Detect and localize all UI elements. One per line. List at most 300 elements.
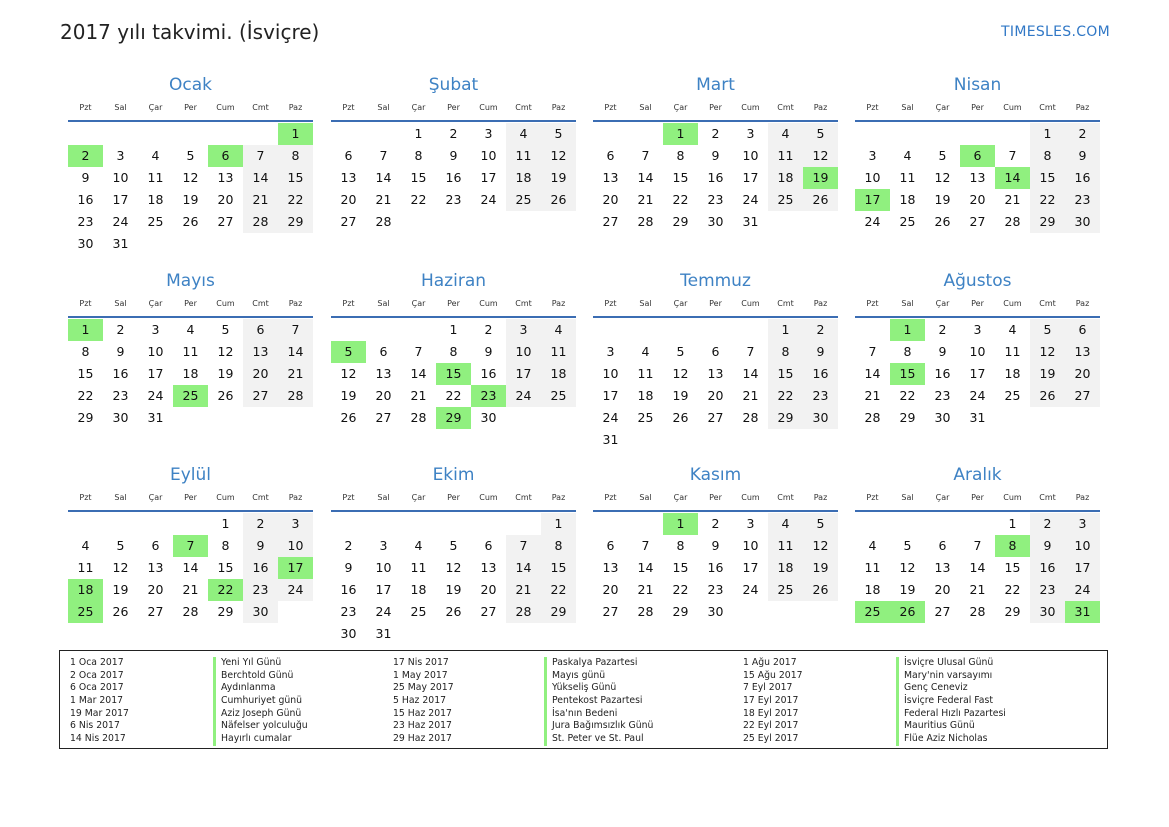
weekday-label: Sal	[114, 493, 127, 502]
empty-cell	[698, 319, 733, 341]
holiday-day-cell: 23	[471, 385, 506, 407]
weekday-header	[331, 493, 576, 506]
day-cell: 26	[803, 579, 838, 601]
weekday-label: Sal	[901, 299, 914, 308]
day-cell: 17	[375, 582, 392, 597]
header-rule	[855, 510, 1100, 512]
weekday-label: Çar	[673, 103, 688, 112]
day-cell: 21	[1004, 192, 1021, 207]
day-cell: 24	[742, 582, 759, 597]
holiday-date-column	[743, 657, 803, 746]
day-cell: 21	[864, 388, 881, 403]
day-cell: 1	[449, 322, 458, 337]
weekday-label: Per	[709, 299, 722, 308]
holiday-name: Mauritius Günü	[896, 720, 1006, 733]
day-cell: 7	[1008, 148, 1017, 163]
empty-cell	[401, 319, 436, 341]
month-block	[68, 462, 313, 623]
day-cell: 27	[375, 410, 392, 425]
weekday-label: Paz	[288, 103, 303, 112]
day-cell: 31	[742, 214, 759, 229]
day-cell: 26	[445, 604, 462, 619]
day-cell: 15	[410, 170, 427, 185]
day-cell: 5	[803, 123, 838, 145]
day-cell: 6	[938, 538, 947, 553]
holiday-name: Jura Bağımsızlık Günü	[544, 720, 653, 733]
holiday-name-column	[896, 657, 1006, 746]
weekday-label: Cum	[1003, 299, 1022, 308]
weekday-header	[855, 493, 1100, 506]
day-cell: 28	[864, 410, 881, 425]
month-block	[855, 268, 1100, 429]
day-cell: 30	[803, 407, 838, 429]
day-cell: 9	[243, 535, 278, 557]
day-cell: 2	[711, 126, 720, 141]
weekday-label: Sal	[639, 299, 652, 308]
day-cell: 18	[864, 582, 881, 597]
holiday-day-cell: 1	[663, 123, 698, 145]
day-cell: 9	[1030, 535, 1065, 557]
holiday-name: Mayıs günü	[544, 670, 653, 683]
weekday-label: Pzt	[866, 103, 879, 112]
weekday-label: Çar	[148, 103, 163, 112]
day-cell: 17	[147, 366, 164, 381]
day-cell: 24	[1065, 579, 1100, 601]
empty-cell	[628, 319, 663, 341]
day-grid	[331, 123, 576, 233]
header-rule	[331, 120, 576, 122]
weekday-label: Sal	[901, 103, 914, 112]
weekday-label: Pzt	[342, 493, 355, 502]
day-cell: 10	[602, 366, 619, 381]
day-cell: 22	[445, 388, 462, 403]
day-cell: 3	[379, 538, 388, 553]
day-cell: 23	[1030, 579, 1065, 601]
day-cell: 23	[707, 582, 724, 597]
day-cell: 23	[243, 579, 278, 601]
holiday-day-cell: 7	[173, 535, 208, 557]
day-cell: 13	[707, 366, 724, 381]
day-cell: 9	[116, 344, 125, 359]
weekday-label: Çar	[148, 493, 163, 502]
day-cell: 15	[217, 560, 234, 575]
month-block	[331, 72, 576, 233]
day-cell: 18	[410, 582, 427, 597]
weekday-label: Paz	[551, 299, 566, 308]
weekday-label: Paz	[551, 103, 566, 112]
day-cell: 21	[375, 192, 392, 207]
holiday-date: 7 Eyl 2017	[743, 682, 793, 694]
day-cell: 31	[969, 410, 986, 425]
holiday-name-column	[213, 657, 308, 746]
day-cell: 17	[602, 388, 619, 403]
day-cell: 29	[278, 211, 313, 233]
day-cell: 8	[414, 148, 423, 163]
day-cell: 19	[899, 582, 916, 597]
day-cell: 1	[1030, 123, 1065, 145]
day-cell: 17	[112, 192, 129, 207]
day-cell: 12	[899, 560, 916, 575]
day-cell: 31	[147, 410, 164, 425]
weekday-label: Çar	[935, 493, 950, 502]
day-cell: 26	[340, 410, 357, 425]
day-cell: 5	[449, 538, 458, 553]
empty-cell	[960, 513, 995, 535]
holiday-name: Näfelser yolculuğu	[213, 720, 308, 733]
day-cell: 19	[541, 167, 576, 189]
day-cell: 27	[217, 214, 234, 229]
day-cell: 14	[506, 557, 541, 579]
day-cell: 30	[112, 410, 129, 425]
day-cell: 11	[147, 170, 164, 185]
day-cell: 5	[938, 148, 947, 163]
day-cell: 13	[217, 170, 234, 185]
holiday-day-cell: 26	[890, 601, 925, 623]
holiday-day-cell: 1	[663, 513, 698, 535]
day-cell: 21	[410, 388, 427, 403]
day-cell: 16	[707, 170, 724, 185]
day-cell: 7	[868, 344, 877, 359]
day-cell: 18	[899, 192, 916, 207]
day-cell: 11	[768, 535, 803, 557]
holiday-name: Berchtold Günü	[213, 670, 308, 683]
day-cell: 21	[243, 189, 278, 211]
day-cell: 17	[969, 366, 986, 381]
weekday-header	[593, 299, 838, 312]
day-cell: 13	[480, 560, 497, 575]
day-cell: 17	[742, 170, 759, 185]
weekday-label: Paz	[813, 299, 828, 308]
weekday-label: Per	[447, 493, 460, 502]
empty-cell	[628, 123, 663, 145]
day-cell: 22	[899, 388, 916, 403]
day-cell: 7	[641, 148, 650, 163]
day-cell: 2	[803, 319, 838, 341]
day-cell: 5	[676, 344, 685, 359]
day-cell: 27	[340, 214, 357, 229]
day-cell: 19	[112, 582, 129, 597]
empty-cell	[855, 123, 890, 145]
empty-cell	[366, 319, 401, 341]
day-cell: 20	[375, 388, 392, 403]
holiday-name: Pentekost Pazartesi	[544, 695, 653, 708]
day-cell: 4	[868, 538, 877, 553]
holiday-day-cell: 6	[960, 145, 995, 167]
holiday-name: Genç Ceneviz	[896, 682, 1006, 695]
holiday-day-cell: 18	[68, 579, 103, 601]
day-cell: 11	[541, 341, 576, 363]
day-cell: 16	[77, 192, 94, 207]
month-block	[855, 462, 1100, 623]
day-cell: 16	[707, 560, 724, 575]
empty-cell	[628, 513, 663, 535]
empty-cell	[890, 513, 925, 535]
day-grid	[68, 123, 313, 255]
holiday-name: Paskalya Pazartesi	[544, 657, 653, 670]
day-cell: 11	[506, 145, 541, 167]
holiday-list	[59, 650, 1108, 749]
day-cell: 14	[864, 366, 881, 381]
day-cell: 3	[278, 513, 313, 535]
month-name: Mart	[696, 75, 735, 95]
day-cell: 14	[410, 366, 427, 381]
day-cell: 4	[151, 148, 160, 163]
day-cell: 28	[637, 604, 654, 619]
day-cell: 4	[414, 538, 423, 553]
holiday-date: 15 Ağu 2017	[743, 669, 803, 681]
day-cell: 14	[637, 560, 654, 575]
day-cell: 21	[278, 363, 313, 385]
month-name: Aralık	[953, 465, 1002, 485]
weekday-label: Per	[971, 493, 984, 502]
day-cell: 23	[934, 388, 951, 403]
day-cell: 30	[1065, 211, 1100, 233]
day-cell: 17	[480, 170, 497, 185]
holiday-day-cell: 25	[855, 601, 890, 623]
empty-cell	[366, 123, 401, 145]
day-grid	[68, 319, 313, 429]
day-cell: 16	[1030, 557, 1065, 579]
month-name: Eylül	[169, 465, 212, 485]
day-cell: 28	[969, 604, 986, 619]
day-cell: 9	[711, 148, 720, 163]
day-cell: 22	[768, 385, 803, 407]
day-cell: 15	[541, 557, 576, 579]
holiday-name: Aziz Joseph Günü	[213, 708, 308, 721]
day-cell: 18	[768, 557, 803, 579]
day-cell: 31	[602, 432, 619, 447]
day-cell: 26	[541, 189, 576, 211]
holiday-name: Yeni Yıl Günü	[213, 657, 308, 670]
day-cell: 9	[938, 344, 947, 359]
day-cell: 26	[182, 214, 199, 229]
day-cell: 7	[278, 319, 313, 341]
weekday-label: Cmt	[252, 299, 269, 308]
day-cell: 27	[1065, 385, 1100, 407]
day-cell: 29	[1030, 211, 1065, 233]
day-cell: 30	[707, 214, 724, 229]
weekday-label: Sal	[639, 493, 652, 502]
weekday-header	[68, 103, 313, 116]
day-cell: 26	[217, 388, 234, 403]
day-cell: 8	[278, 145, 313, 167]
header-rule	[68, 316, 313, 318]
day-cell: 7	[746, 344, 755, 359]
holiday-name: Flüe Aziz Nicholas	[896, 733, 1006, 746]
weekday-header	[68, 493, 313, 506]
day-cell: 28	[637, 214, 654, 229]
day-grid	[593, 319, 838, 451]
weekday-header	[68, 299, 313, 312]
day-cell: 20	[602, 582, 619, 597]
day-cell: 15	[278, 167, 313, 189]
day-cell: 10	[1065, 535, 1100, 557]
weekday-label: Pzt	[79, 493, 92, 502]
day-cell: 29	[217, 604, 234, 619]
day-cell: 10	[480, 148, 497, 163]
day-cell: 12	[803, 535, 838, 557]
holiday-day-cell: 19	[803, 167, 838, 189]
weekday-label: Cmt	[777, 299, 794, 308]
day-cell: 19	[340, 388, 357, 403]
day-cell: 27	[480, 604, 497, 619]
day-cell: 16	[445, 170, 462, 185]
day-cell: 11	[864, 560, 881, 575]
weekday-label: Per	[709, 103, 722, 112]
weekday-label: Pzt	[604, 299, 617, 308]
holiday-date: 15 Haz 2017	[393, 707, 452, 719]
holiday-name: İsa'nın Bedeni	[544, 708, 653, 721]
empty-cell	[68, 513, 103, 535]
holiday-day-cell: 31	[1065, 601, 1100, 623]
day-cell: 22	[1004, 582, 1021, 597]
day-cell: 13	[243, 341, 278, 363]
brand-link[interactable]: TIMESLES.COM	[1001, 24, 1110, 40]
day-cell: 8	[903, 344, 912, 359]
day-cell: 2	[116, 322, 125, 337]
holiday-day-cell: 15	[436, 363, 471, 385]
day-cell: 11	[637, 366, 654, 381]
day-cell: 24	[375, 604, 392, 619]
day-cell: 12	[934, 170, 951, 185]
holiday-day-cell: 29	[436, 407, 471, 429]
day-cell: 20	[1065, 363, 1100, 385]
day-cell: 4	[541, 319, 576, 341]
weekday-label: Paz	[288, 299, 303, 308]
holiday-name: İsviçre Ulusal Günü	[896, 657, 1006, 670]
month-block	[593, 268, 838, 451]
weekday-header	[855, 299, 1100, 312]
day-cell: 18	[506, 167, 541, 189]
holiday-date: 1 Oca 2017	[70, 657, 124, 668]
day-cell: 30	[1030, 601, 1065, 623]
day-cell: 27	[969, 214, 986, 229]
holiday-date-column	[70, 657, 129, 746]
day-cell: 1	[768, 319, 803, 341]
holiday-date: 6 Oca 2017	[70, 682, 124, 694]
empty-cell	[855, 513, 890, 535]
day-cell: 25	[147, 214, 164, 229]
day-cell: 3	[484, 126, 493, 141]
weekday-header	[593, 103, 838, 116]
day-cell: 28	[410, 410, 427, 425]
weekday-label: Per	[971, 103, 984, 112]
empty-cell	[890, 123, 925, 145]
weekday-label: Per	[709, 493, 722, 502]
day-cell: 5	[803, 513, 838, 535]
day-cell: 21	[969, 582, 986, 597]
weekday-label: Sal	[114, 103, 127, 112]
day-cell: 18	[1004, 366, 1021, 381]
empty-cell	[663, 319, 698, 341]
empty-cell	[593, 123, 628, 145]
holiday-name: Federal Hızlı Pazartesi	[896, 708, 1006, 721]
day-cell: 12	[340, 366, 357, 381]
day-cell: 6	[484, 538, 493, 553]
weekday-label: Cum	[216, 103, 235, 112]
day-cell: 9	[344, 560, 353, 575]
day-cell: 4	[186, 322, 195, 337]
day-cell: 6	[606, 148, 615, 163]
day-cell: 4	[768, 123, 803, 145]
day-cell: 2	[1065, 123, 1100, 145]
month-name: Nisan	[953, 75, 1002, 95]
day-cell: 9	[711, 538, 720, 553]
day-cell: 15	[768, 363, 803, 385]
day-cell: 30	[77, 236, 94, 251]
day-cell: 2	[938, 322, 947, 337]
day-cell: 2	[711, 516, 720, 531]
day-cell: 12	[541, 145, 576, 167]
day-cell: 29	[541, 601, 576, 623]
day-cell: 16	[803, 363, 838, 385]
day-cell: 8	[221, 538, 230, 553]
day-cell: 25	[768, 189, 803, 211]
weekday-label: Sal	[114, 299, 127, 308]
day-cell: 13	[969, 170, 986, 185]
day-cell: 25	[410, 604, 427, 619]
day-cell: 20	[707, 388, 724, 403]
day-cell: 26	[803, 189, 838, 211]
weekday-label: Çar	[673, 493, 688, 502]
weekday-label: Çar	[673, 299, 688, 308]
weekday-label: Cum	[216, 299, 235, 308]
day-cell: 20	[340, 192, 357, 207]
day-cell: 13	[375, 366, 392, 381]
day-cell: 27	[602, 604, 619, 619]
day-cell: 8	[81, 344, 90, 359]
weekday-label: Çar	[411, 493, 426, 502]
header-rule	[68, 510, 313, 512]
day-cell: 1	[221, 516, 230, 531]
month-block	[331, 462, 576, 645]
month-block	[593, 72, 838, 233]
day-cell: 18	[541, 363, 576, 385]
day-cell: 12	[445, 560, 462, 575]
empty-cell	[173, 513, 208, 535]
empty-cell	[506, 513, 541, 535]
month-name: Temmuz	[680, 271, 751, 291]
day-cell: 2	[243, 513, 278, 535]
day-cell: 19	[445, 582, 462, 597]
day-cell: 1	[414, 126, 423, 141]
day-cell: 3	[746, 126, 755, 141]
day-cell: 28	[375, 214, 392, 229]
weekday-label: Paz	[1075, 493, 1090, 502]
day-grid	[855, 123, 1100, 233]
weekday-label: Per	[447, 103, 460, 112]
day-cell: 27	[243, 385, 278, 407]
month-name: Ağustos	[943, 271, 1012, 291]
holiday-day-cell: 25	[173, 385, 208, 407]
day-cell: 24	[602, 410, 619, 425]
day-cell: 3	[151, 322, 160, 337]
day-cell: 5	[541, 123, 576, 145]
empty-cell	[471, 513, 506, 535]
weekday-label: Sal	[639, 103, 652, 112]
day-cell: 17	[506, 363, 541, 385]
day-cell: 13	[147, 560, 164, 575]
weekday-label: Paz	[288, 493, 303, 502]
holiday-date: 2 Oca 2017	[70, 669, 124, 681]
day-grid	[331, 319, 576, 429]
weekday-label: Paz	[813, 493, 828, 502]
holiday-day-cell: 15	[890, 363, 925, 385]
day-cell: 24	[147, 388, 164, 403]
day-cell: 20	[934, 582, 951, 597]
holiday-name: Hayırlı cumalar	[213, 733, 308, 746]
holiday-name: Cumhuriyet günü	[213, 695, 308, 708]
